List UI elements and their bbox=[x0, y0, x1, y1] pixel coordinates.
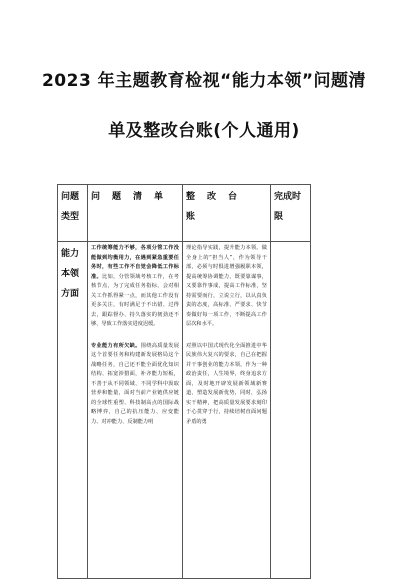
header-deadline: 完成时限 bbox=[271, 185, 311, 242]
table-row bbox=[58, 242, 311, 579]
header-issue-list: 问题清单 bbox=[88, 185, 183, 242]
issue-list-cell bbox=[88, 242, 183, 579]
issue-item-text: 围绕高质量发展这个首要任务和构建新发展格局这个战略任务，自己还不能全面优化知识结构、拓宽涉猎面，补齐能力短板，不善于从不同领域、不同学科中汲取营养和能量，面对当前产业链供应链的全球性重塑、科技制高点的国际战略博弈，自己的抗压能力、应变能力、对冲能力、反制能力明 bbox=[91, 342, 179, 425]
document-title-line-1: 2023 年主题教育检视“能力本领”问题清 bbox=[41, 71, 367, 91]
measure-item: 理论指导实践，提升能力本领。做全身上的“担当人”，作为领导干部，必须与时俱进增强履职本领，提高统筹协调能力，既要靠谋事，又要靠作事成，提高工作标准，坚持需要而行，立说立行，以认真负责的态度，高标准、严要求、快节奏做好每一项工作，不断提高工作层次和水平。 bbox=[186, 245, 267, 327]
rectification-ledger-table bbox=[57, 184, 311, 579]
issue-item-heading: 专业能力有所欠缺。 bbox=[91, 342, 141, 349]
deadline-cell bbox=[271, 242, 311, 579]
document-title-line-2: 单及整改台账(个人通用) bbox=[108, 121, 300, 141]
issue-item bbox=[91, 342, 179, 428]
issue-item-text: 比如，分管领域考核工作，在考核节点，为了完成任务指标，会对相关工作抓得紧一点，而其他工作没有更多关注，有时满足于不出错、过得去，跟踪督办、持久落实的韧劲还不够，导致工作落实进度迟缓。 bbox=[91, 273, 179, 327]
table-header-row bbox=[58, 185, 311, 242]
issue-item bbox=[91, 244, 179, 330]
header-issue-type: 问题类型 bbox=[58, 185, 88, 242]
issue-category: 能力本领方面 bbox=[58, 242, 88, 579]
issue-item-heading: 工作统筹能力不够，各项分管工作没能做到均衡用力，在遇到紧急重要任务时，有些工作不自觉会降低工作标准。 bbox=[91, 245, 179, 280]
header-rectification-ledger: 整改台账 bbox=[183, 185, 271, 242]
rectification-measures-cell bbox=[183, 242, 271, 579]
measure-item: 对照以中国式现代化全面推进中华民族伟大复兴的要求，自己在把握并干事创业的能力本领，作为一种政治责任，人生境界，终身追求方面，及时地开辟发展新领域新赛道，塑造发展新优势，同时，弘扬实干精神，把高质量发展要求刻印于心贯穿于行，持续培树直面问题矛盾的勇 bbox=[186, 342, 267, 425]
